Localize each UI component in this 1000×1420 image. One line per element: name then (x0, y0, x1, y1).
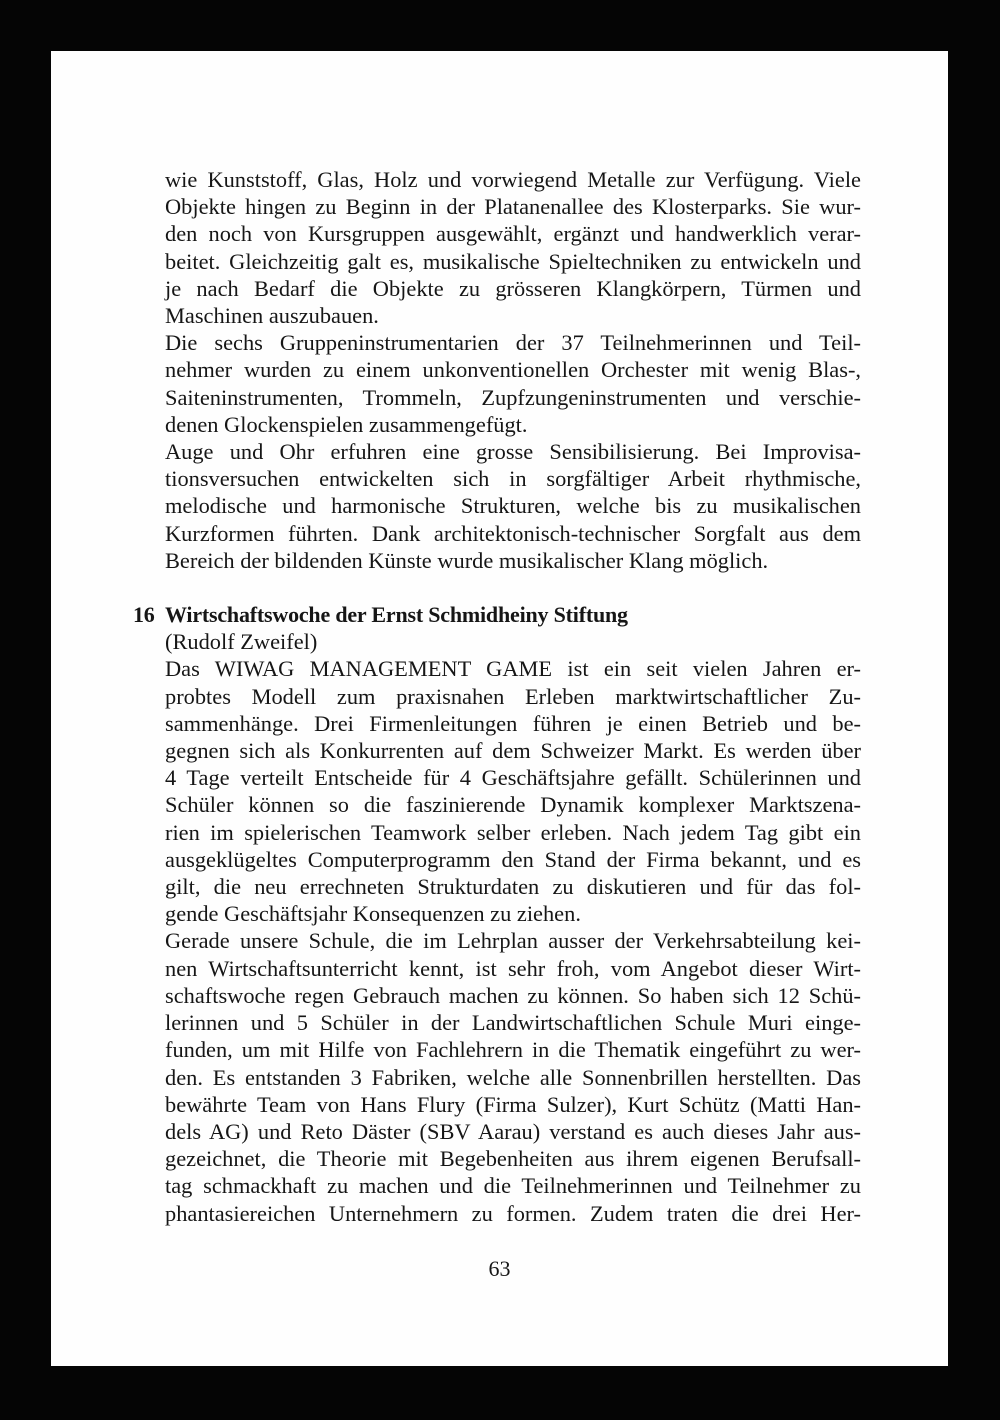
text-line: nehmer wurden zu einem unkonventionellen Orchester mit wenig Blas-, (165, 357, 861, 383)
text-line: Gerade unsere Schule, die im Lehrplan ausser der Verkehrsabteilung kei- (165, 928, 861, 954)
text-line: Kurzformen führten. Dank architektonisch-technischer Sorgfalt aus dem (165, 520, 861, 546)
section-16 (133, 601, 861, 1227)
text-line: Das WIWAG MANAGEMENT GAME ist ein seit vielen Jahren er- (165, 656, 861, 682)
text-line: lerinnen und 5 Schüler in der Landwirtschaftlichen Schule Muri einge- (165, 1010, 861, 1036)
page-number: 63 (488, 1256, 511, 1281)
text-line: nen Wirtschaftsunterricht kennt, ist sehr froh, vom Angebot dieser Wirt- (165, 955, 861, 981)
text-line: Schüler können so die faszinierende Dynamik komplexer Marktszena- (165, 792, 861, 818)
section-author: (Rudolf Zweifel) (165, 629, 318, 655)
text-line: gezeichnet, die Theorie mit Begebenheiten aus ihrem eigenen Berufsall- (165, 1146, 861, 1172)
section-paragraph-2 (165, 927, 861, 1226)
text-line: tionsversuchen entwickelten sich in sorgfältiger Arbeit rhythmische, (165, 466, 861, 492)
intro-paragraph-1 (165, 166, 861, 329)
section-title: Wirtschaftswoche der Ernst Schmidheiny Stiftung (165, 602, 628, 628)
text-line: Objekte hingen zu Beginn in der Platanenallee des Klosterparks. Sie wur- (165, 194, 861, 220)
text-line: melodische und harmonische Strukturen, welche bis zu musikalischen (165, 493, 861, 519)
intro-paragraph-3 (165, 438, 861, 574)
text-line: 4 Tage verteilt Entscheide für 4 Geschäftsjahre gefällt. Schülerinnen und (165, 765, 861, 791)
text-line: rien im spielerischen Teamwork selber erleben. Nach jedem Tag gibt ein (165, 819, 861, 845)
text-line: Bereich der bildenden Künste wurde musikalischer Klang möglich. (165, 547, 769, 573)
intro-paragraph-2 (165, 329, 861, 438)
text-line: gende Geschäftsjahr Konsequenzen zu ziehen. (165, 901, 581, 927)
text-line: denen Glockenspielen zusammengefügt. (165, 411, 528, 437)
text-line: schaftswoche regen Gebrauch machen zu können. So haben sich 12 Schü- (165, 982, 861, 1008)
text-line: wie Kunststoff, Glas, Holz und vorwiegend Metalle zur Verfügung. Viele (165, 167, 861, 192)
text-line: dels AG) und Reto Däster (SBV Aarau) verstand es auch dieses Jahr aus- (165, 1118, 861, 1144)
document-page (51, 51, 948, 1366)
section-number: 16 (133, 602, 155, 628)
text-line: ausgeklügeltes Computerprogramm den Stand der Firma bekannt, und es (165, 846, 861, 872)
text-line: den. Es entstanden 3 Fabriken, welche alle Sonnenbrillen herstellten. Das (165, 1064, 861, 1090)
text-line: gilt, die neu errechneten Strukturdaten zu diskutieren und für das fol- (165, 874, 861, 900)
text-line: bewährte Team von Hans Flury (Firma Sulzer), Kurt Schütz (Matti Han- (165, 1091, 861, 1117)
text-line: phantasiereichen Unternehmern zu formen. Zudem traten die drei Her- (165, 1200, 861, 1226)
text-line: tag schmackhaft zu machen und die Teilnehmerinnen und Teilnehmer zu (165, 1173, 861, 1199)
text-line: probtes Modell zum praxisnahen Erleben marktwirtschaftlicher Zu- (165, 683, 861, 709)
text-line: Die sechs Gruppeninstrumentarien der 37 Teilnehmerinnen und Teil- (165, 330, 861, 356)
page-body (133, 166, 861, 1227)
text-line: sammenhänge. Drei Firmenleitungen führen je einen Betrieb und be- (165, 710, 861, 736)
text-line: Saiteninstrumenten, Trommeln, Zupfzungeninstrumenten und verschie- (165, 384, 861, 410)
text-line: gegnen sich als Konkurrenten auf dem Schweizer Markt. Es werden über (165, 738, 861, 764)
section-heading (133, 601, 861, 628)
text-line: funden, um mit Hilfe von Fachlehrern in die Thematik eingeführt zu wer- (165, 1037, 861, 1063)
text-line: je nach Bedarf die Objekte zu grösseren Klangkörpern, Türmen und (165, 275, 861, 301)
text-line: Maschinen auszubauen. (165, 303, 379, 329)
text-line: den noch von Kursgruppen ausgewählt, ergänzt und handwerklich verar- (165, 221, 861, 247)
section-paragraph-1 (165, 655, 861, 927)
text-line: Auge und Ohr erfuhren eine grosse Sensibilisierung. Bei Improvisa- (165, 439, 861, 465)
text-line: beitet. Gleichzeitig galt es, musikalische Spieltechniken zu entwickeln und (165, 248, 861, 274)
